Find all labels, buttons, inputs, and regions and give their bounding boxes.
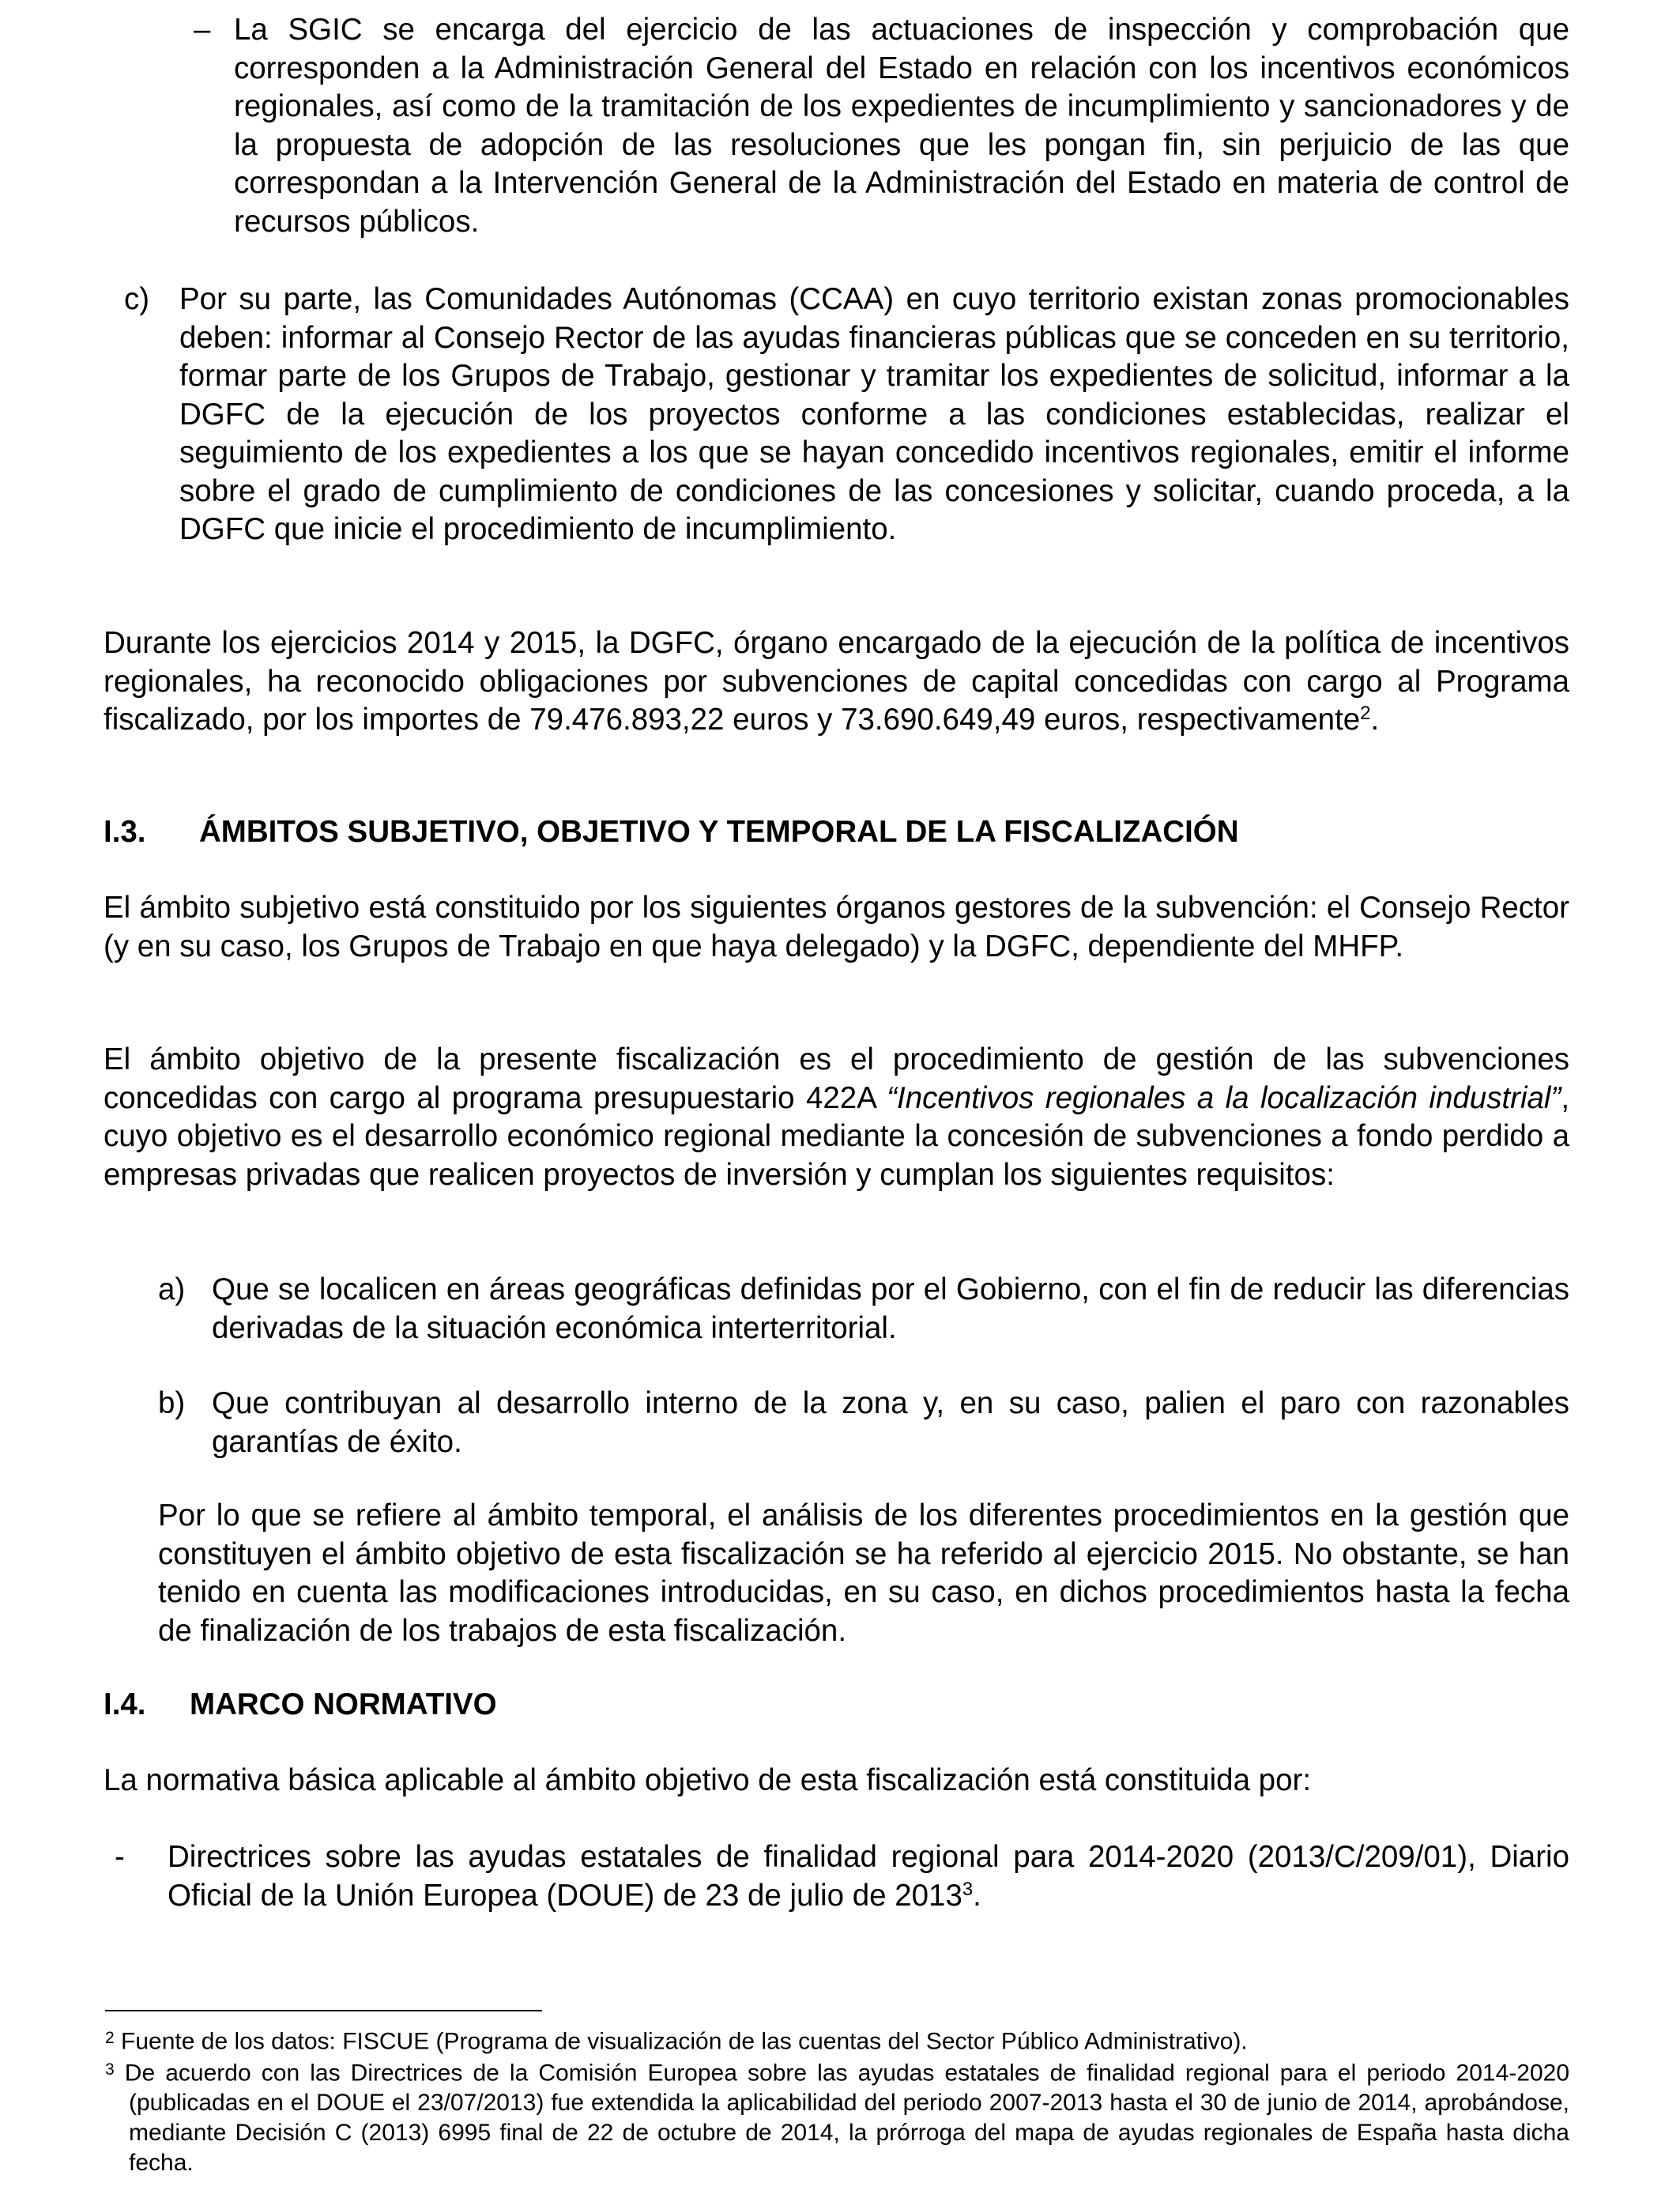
footnote-number-3: 3 (105, 2060, 115, 2079)
footnote-text-3: De acuerdo con las Directrices de la Comisión Europea sobre las ayudas estatales de finalidad regional para el periodo 2014-2020 (publicadas en el DOUE el 23/07/2013) fue extendida la aplicabilidad del periodo 2007-2013 hasta el 30 de junio de 2014, aprobándose, mediante Decisión C (2013) 6995 final de 22 de octubre de 2014, la prórroga del mapa de ayudas regionales de España hasta dicha fecha. (124, 2060, 1569, 2177)
list-marker-b: b) (158, 1386, 186, 1420)
requirement-b: Que contribuyan al desarrollo interno de la zona y, en su caso, palien el paro con razonables garantías de éxito. (212, 1386, 1569, 1459)
ejercicios-text: Durante los ejercicios 2014 y 2015, la DGFC, órgano encargado de la ejecución de la política de incentivos regionales, ha reconocido obligaciones por subvenciones de capital concedidas con cargo al Programa fiscalizado, por los importes de 79.476.893,22 euros y 73.690.649,49 euros, respectivamente (104, 626, 1569, 737)
ccaa-list-item: Por su parte, las Comunidades Autónomas (CCAA) en cuyo territorio existan zonas promocionables deben: informar al Consejo Rector de las ayudas financieras públicas que se conceden en su territorio, formar parte de los Grupos de Trabajo, gestionar y tramitar los expedientes de solicitud, informar a la DGFC de la ejecución de los proyectos conforme a las condiciones establecidas, realizar el seguimiento de los expedientes a los que se hayan concedido incentivos regionales, emitir el informe sobre el grado de cumplimiento de condiciones de las concesiones y solicitar, cuando proceda, a la DGFC que inicie el procedimiento de incumplimiento. (179, 282, 1569, 546)
footnote-text-2: Fuente de los datos: FISCUE (Programa de visualización de las cuentas del Sector Público Administrativo). (121, 2028, 1248, 2055)
norm-bullet: - (115, 1840, 125, 1874)
list-marker-a: a) (158, 1272, 186, 1306)
section-number-i4: I.4. (104, 1687, 146, 1721)
footnote-ref-3[interactable]: 3 (962, 1878, 974, 1900)
dash-bullet: – (194, 13, 211, 47)
objetivo-paragraph (104, 1041, 1569, 1194)
subjetivo-paragraph: El ámbito subjetivo está constituido por los siguientes órganos gestores de la subvención: el Consejo Rector (y en su caso, los Grupos de Trabajo en que haya delegado) y la DGFC, dependiente del MHFP. (104, 891, 1569, 963)
sgic-list-item: La SGIC se encarga del ejercicio de las actuaciones de inspección y comprobación que corresponden a la Administración General del Estado en relación con los incentivos económicos regionales, así como de la tramitación de los expedientes de incumplimiento y sancionadores y de la propuesta de adopción de las resoluciones que les pongan fin, sin perjuicio de las que correspondan a la Intervención General de la Administración del Estado en materia de control de recursos públicos. (234, 13, 1569, 239)
footnote-3 (105, 2055, 1569, 2178)
ejercicios-paragraph (104, 624, 1569, 740)
list-marker-c: c) (124, 282, 150, 316)
footnote-ref-2[interactable]: 2 (1360, 702, 1371, 724)
section-title-i3: ÁMBITOS SUBJETIVO, OBJETIVO Y TEMPORAL DE LA FISCALIZACIÓN (199, 815, 1239, 849)
footnote-separator (105, 2010, 542, 2011)
directrices-text: Directrices sobre las ayudas estatales de finalidad regional para 2014-2020 (2013/C/209/01), Diario Oficial de la Unión Europea (DOUE) de 23 de julio de 2013 (168, 1840, 1569, 1913)
directrices-list-item (168, 1838, 1569, 1915)
footnote-2 (105, 2023, 1569, 2056)
footnote-number-2: 2 (105, 2029, 115, 2047)
ejercicios-end: . (1370, 703, 1380, 737)
section-title-i4: MARCO NORMATIVO (190, 1687, 497, 1721)
objetivo-text-before: El ámbito objetivo de la presente fiscalización es el procedimiento de gestión de las subvenciones concedidas con cargo al programa presupuestario 422A (104, 1042, 1569, 1115)
objetivo-text-after: , cuyo objetivo es el desarrollo económico regional mediante la concesión de subvenciones a fondo perdido a empresas privadas que realicen proyectos de inversión y cumplan los siguientes requisitos: (104, 1080, 1570, 1192)
section-number-i3: I.3. (104, 815, 146, 849)
directrices-end: . (973, 1878, 981, 1913)
temporal-paragraph: Por lo que se refiere al ámbito temporal, el análisis de los diferentes procedimientos en la gestión que constituyen el ámbito objetivo de esta fiscalización se ha referido al ejercicio 2015. No obstante, se han tenido en cuenta las modificaciones introducidas, en su caso, en dichos procedimientos hasta la fecha de finalización de los trabajos de esta fiscalización. (158, 1498, 1569, 1648)
programa-title-italic: “Incentivos regionales a la localización industrial” (887, 1080, 1561, 1115)
requirement-a: Que se localicen en áreas geográficas definidas por el Gobierno, con el fin de reducir las diferencias derivadas de la situación económica interterritorial. (212, 1272, 1569, 1345)
normativa-intro: La normativa básica aplicable al ámbito objetivo de esta fiscalización está constituida por: (104, 1763, 1312, 1797)
